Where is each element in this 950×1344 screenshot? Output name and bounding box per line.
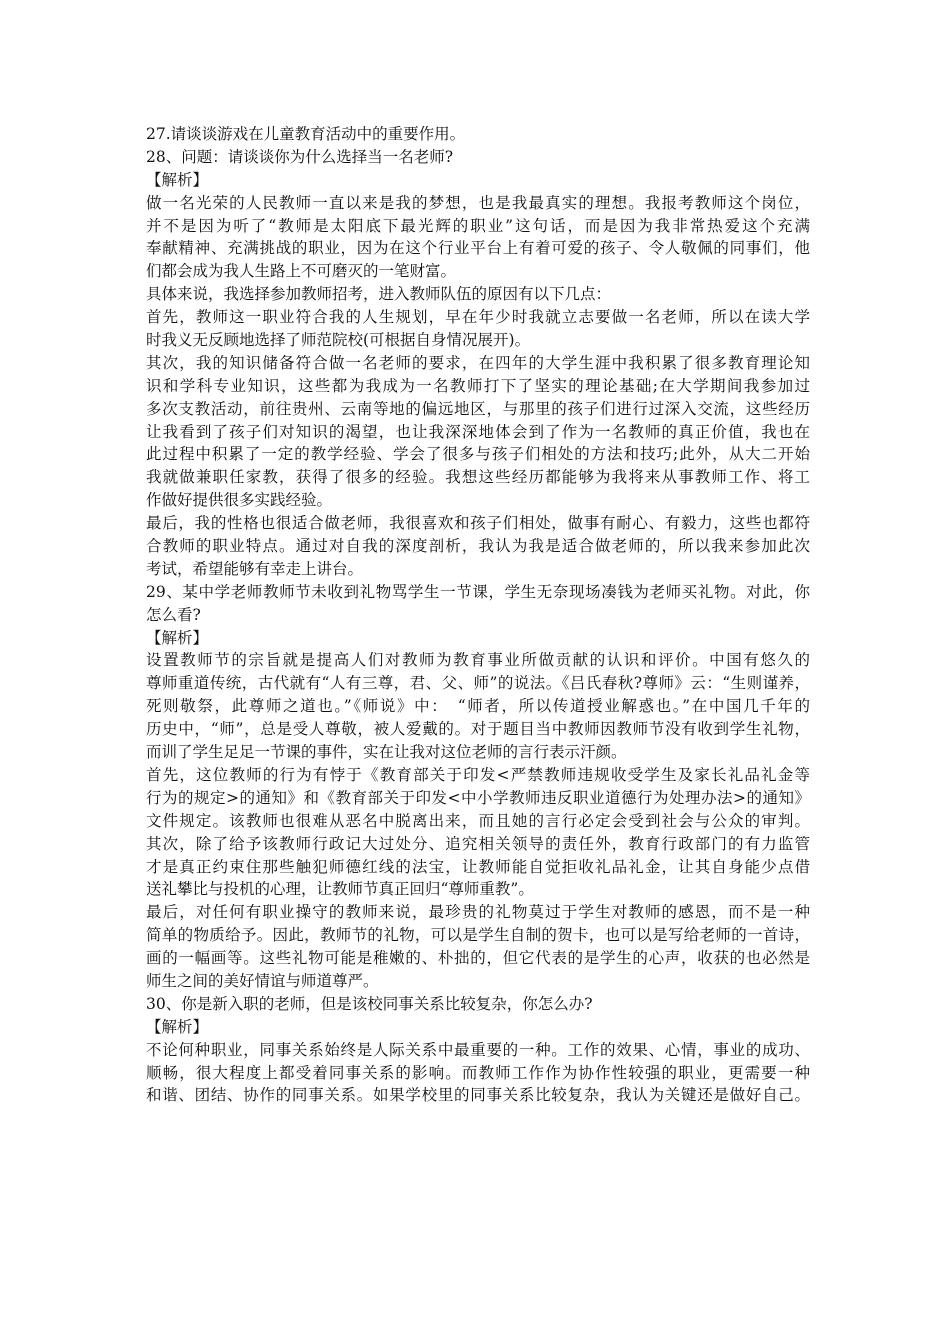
text-line: 才是真正约束住那些触犯师德红线的法宝，让教师能自觉拒收礼品礼金，让其自身能少点借 xyxy=(146,857,810,876)
text-line: 文件规定。该教师也很难从恶名中脱离出来，而且她的言行必定会受到社会与公众的审判。 xyxy=(146,811,810,830)
text-line: 历史中，“师”，总是受人尊敬，被人爱戴的。对于题目当中教师因教师节没有收到学生礼物， xyxy=(146,720,810,739)
text-line: 其次，我的知识储备符合做一名老师的要求，在四年的大学生涯中我积累了很多教育理论知 xyxy=(146,353,810,372)
text-line: 不论何种职业，同事关系始终是人际关系中最重要的一种。工作的效果、心情，事业的成功、 xyxy=(146,1040,810,1059)
text-line: 奉献精神、充满挑战的职业，因为在这个行业平台上有着可爱的孩子、令人敬佩的同事们，他 xyxy=(146,239,810,258)
text-line: 而训了学生足足一节课的事件，实在让我对这位老师的言行表示汗颜。 xyxy=(146,743,627,762)
question-27: 27.请谈谈游戏在儿童教育活动中的重要作用。 xyxy=(146,125,466,143)
text-line: 考试，希望能够有幸走上讲台。 xyxy=(146,559,364,578)
text-line: 具体来说，我选择参加教师招考，进入教师队伍的原因有以下几点： xyxy=(146,285,612,304)
question-29-end: 怎么看? xyxy=(146,605,201,624)
analysis-heading: 【解析】 xyxy=(146,1017,209,1036)
question-30: 30、你是新入职的老师，但是该校同事关系比较复杂，你怎么办? xyxy=(146,994,593,1013)
text-line: 首先，教师这一职业符合我的人生规划，早在年少时我就立志要做一名老师，所以在读大学 xyxy=(146,308,810,327)
text-line: 们都会成为我人生路上不可磨灭的一笔财富。 xyxy=(146,262,457,281)
text-line: 识和学科专业知识，这些都为我成为一名教师打下了坚实的理论基础;在大学期间我参加过 xyxy=(146,376,810,395)
text-line: 首先，这位教师的行为有悖于《教育部关于印发<严禁教师违规收受学生及家长礼品礼金等 xyxy=(146,765,810,784)
text-line: 并不是因为听了“教师是太阳底下最光辉的职业”这句话，而是因为我非常热爱这个充满 xyxy=(146,216,810,235)
document-body xyxy=(146,123,810,1107)
text-line: 尊师重道传统，古代就有“人有三尊，君、父、师”的说法。《吕氏春秋?尊师》云：“生则谨养， xyxy=(146,674,810,693)
text-line: 师生之间的美好情谊与师道尊严。 xyxy=(146,971,379,990)
text-line: 行为的规定>的通知》和《教育部关于印发<中小学教师违反职业道德行为处理办法>的通知》 xyxy=(146,788,810,807)
text-line: 设置教师节的宗旨就是提高人们对教师为教育事业所做贡献的认识和评价。中国有悠久的 xyxy=(146,651,810,670)
text-line: 此过程中积累了一定的教学经验、学会了很多与孩子们相处的方法和技巧;此外，从大二开始 xyxy=(146,445,810,464)
text-line: 时我义无反顾地选择了师范院校(可根据自身情况展开)。 xyxy=(146,331,531,350)
text-line: 多次支教活动，前往贵州、云南等地的偏远地区，与那里的孩子们进行过深入交流，这些经历 xyxy=(146,399,810,418)
question-28: 28、问题：请谈谈你为什么选择当一名老师? xyxy=(146,147,454,166)
text-line: 顺畅，很大程度上都受着同事关系的影响。而教师工作作为协作性较强的职业，更需要一种 xyxy=(146,1063,810,1082)
question-29: 29、某中学老师教师节未收到礼物骂学生一节课，学生无奈现场凑钱为老师买礼物。对此，你 xyxy=(146,582,810,601)
text-line: 作做好提供很多实践经验。 xyxy=(146,491,333,510)
text-line: 简单的物质给予。因此，教师节的礼物，可以是学生自制的贺卡，也可以是写给老师的一首诗， xyxy=(146,926,810,945)
text-line: 送礼攀比与投机的心理，让教师节真正回归“尊师重教”。 xyxy=(146,880,534,899)
text-line: 最后，对任何有职业操守的教师来说，最珍贵的礼物莫过于学生对教师的感恩，而不是一种 xyxy=(146,903,810,922)
text-line: 让我看到了孩子们对知识的渴望，也让我深深地体会到了作为一名教师的真正价值，我也在 xyxy=(146,422,810,441)
text-line: 死则敬祭，此尊师之道也。”《师说》中： “师者，所以传道授业解惑也。”在中国几千年的 xyxy=(146,697,810,716)
text-line: 合教师的职业特点。通过对自我的深度剖析，我认为我是适合做老师的，所以我来参加此次 xyxy=(146,537,810,556)
text-line: 我就做兼职任家教，获得了很多的经验。我想这些经历都能够为我将来从事教师工作、将工 xyxy=(146,468,810,487)
text-line: 和谐、团结、协作的同事关系。如果学校里的同事关系比较复杂，我认为关键还是做好自己。 xyxy=(146,1086,810,1105)
analysis-heading: 【解析】 xyxy=(146,170,209,189)
text-line: 其次，除了给予该教师行政记大过处分、追究相关领导的责任外，教育行政部门的有力监管 xyxy=(146,834,810,853)
analysis-heading: 【解析】 xyxy=(146,628,209,647)
text-line: 画的一幅画等。这些礼物可能是稚嫩的、朴拙的，但它代表的是学生的心声，收获的也必然是 xyxy=(146,949,810,968)
text-line: 最后，我的性格也很适合做老师，我很喜欢和孩子们相处，做事有耐心、有毅力，这些也都符 xyxy=(146,514,810,533)
text-line: 做一名光荣的人民教师一直以来是我的梦想，也是我最真实的理想。我报考教师这个岗位， xyxy=(146,193,810,212)
